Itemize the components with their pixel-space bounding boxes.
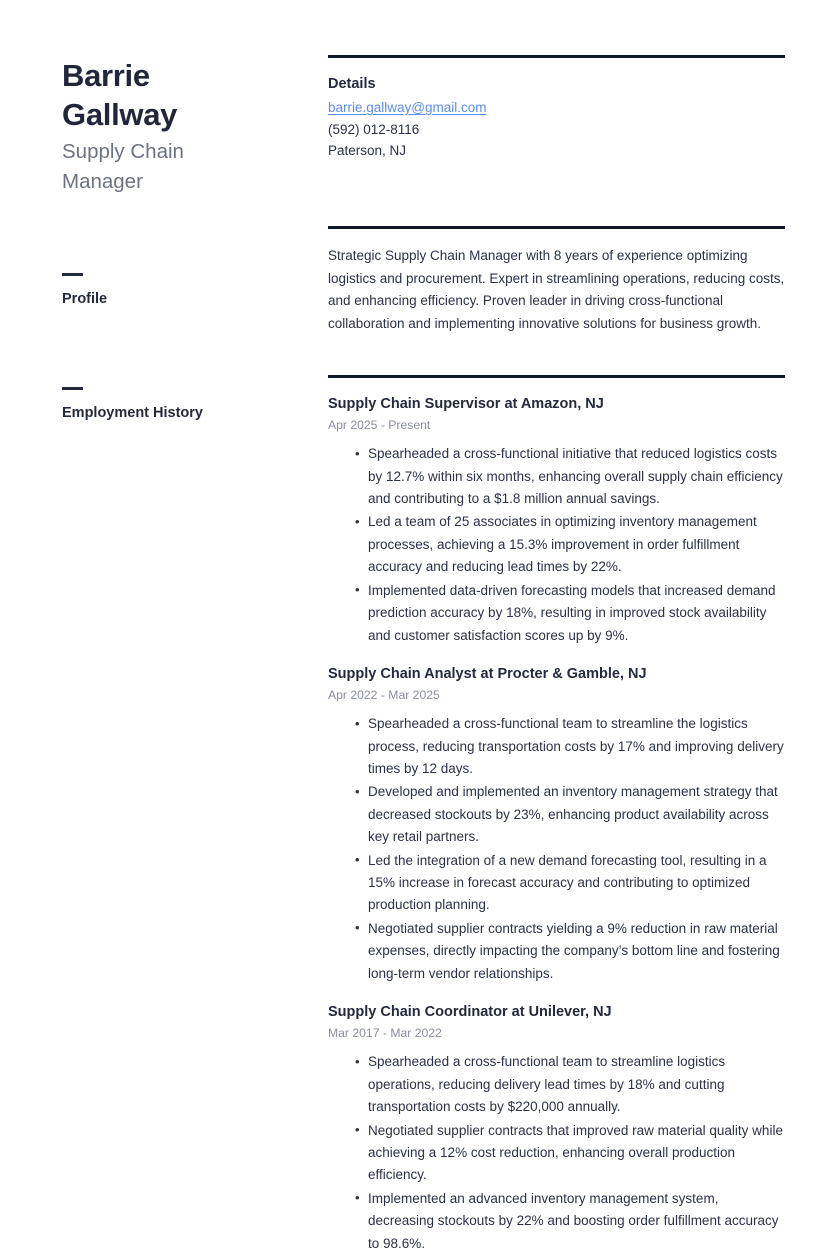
sidebar-section-employment — [62, 387, 304, 423]
dash-icon — [62, 273, 83, 276]
profile-text: Strategic Supply Chain Manager with 8 years of experience optimizing logistics and procurement. Expert in streamlining operations, reducing costs, and enhancing efficiency. Proven leader in driving cross-functional collaboration and implementing innovative solutions for business growth. — [328, 248, 785, 331]
job-dates: Apr 2025 - Present — [328, 417, 431, 432]
job-bullet: • Negotiated supplier contracts yielding a 9% reduction in raw material expenses, directly impacting the company’s bottom line and fostering long-term vendor relationships. — [355, 918, 785, 985]
spacer — [328, 335, 785, 375]
page-title: Barrie Gallway — [62, 58, 178, 133]
sidebar-item-label-employment: Employment History — [62, 405, 203, 422]
sidebar-item-label-profile: Profile — [62, 291, 108, 308]
job-title: Supply Chain Analyst at Procter & Gamble, NJ — [328, 665, 647, 682]
details-section — [328, 58, 785, 162]
job-bullet: • Spearheaded a cross-functional team to streamline the logistics process, reducing transportation costs by 17% and improving delivery times by 12 days. — [355, 713, 785, 780]
employment-section — [328, 378, 785, 1255]
job-entry — [328, 1002, 785, 1255]
job-dates: Apr 2022 - Mar 2025 — [328, 687, 440, 702]
job-bullet: • Negotiated supplier contracts that improved raw material quality while achieving a 12% cost reduction, enhancing overall production efficiency. — [355, 1120, 785, 1187]
job-dates: Mar 2017 - Mar 2022 — [328, 1026, 442, 1041]
main-content — [328, 55, 785, 1256]
job-bullet-list — [328, 713, 785, 985]
spacer — [328, 162, 785, 226]
job-entry — [328, 664, 785, 985]
details-heading: Details — [328, 76, 376, 92]
job-list — [328, 394, 785, 1255]
job-bullet-list — [328, 1051, 785, 1255]
sidebar-section-profile — [62, 273, 304, 309]
sidebar — [62, 55, 328, 1256]
job-title: Supply Chain Coordinator at Unilever, NJ — [328, 1004, 612, 1021]
job-bullet: • Developed and implemented an inventory management strategy that decreased stockouts by 23%, enhancing product availability across key retail partners. — [355, 781, 785, 848]
job-bullet-list — [328, 443, 785, 647]
job-title: Supply Chain Supervisor at Amazon, NJ — [328, 395, 604, 412]
job-bullet: • Led a team of 25 associates in optimizing inventory management processes, achieving a 15.3% improvement in order fulfillment accuracy and reducing lead times by 22%. — [355, 511, 785, 578]
job-bullet: • Implemented data-driven forecasting models that increased demand prediction accuracy by 18%, resulting in improved stock availability and customer satisfaction scores up by 9%. — [355, 580, 785, 647]
job-entry — [328, 394, 785, 647]
job-bullet: • Spearheaded a cross-functional initiative that reduced logistics costs by 12.7% within six months, enhancing overall supply chain efficiency and contributing to a $1.8 million annual savings. — [355, 443, 785, 510]
job-bullet: • Implemented an advanced inventory management system, decreasing stockouts by 22% and boosting order fulfillment accuracy to 98.6%. — [355, 1188, 785, 1255]
email-link[interactable]: barrie.gallway@gmail.com — [328, 99, 487, 115]
profile-section — [328, 229, 785, 335]
location-text: Paterson, NJ — [328, 143, 407, 159]
dash-icon — [62, 387, 83, 390]
job-bullet: • Led the integration of a new demand forecasting tool, resulting in a 15% increase in forecast accuracy and contributing to optimized production planning. — [355, 850, 785, 917]
phone-text: (592) 012-8116 — [328, 121, 420, 137]
resume-layout — [62, 55, 785, 1256]
header-job-title: Supply Chain Manager — [62, 139, 184, 194]
name-block — [62, 56, 304, 197]
job-bullet: • Spearheaded a cross-functional team to streamline logistics operations, reducing delivery lead times by 18% and cutting transportation costs by $220,000 annually. — [355, 1051, 785, 1118]
